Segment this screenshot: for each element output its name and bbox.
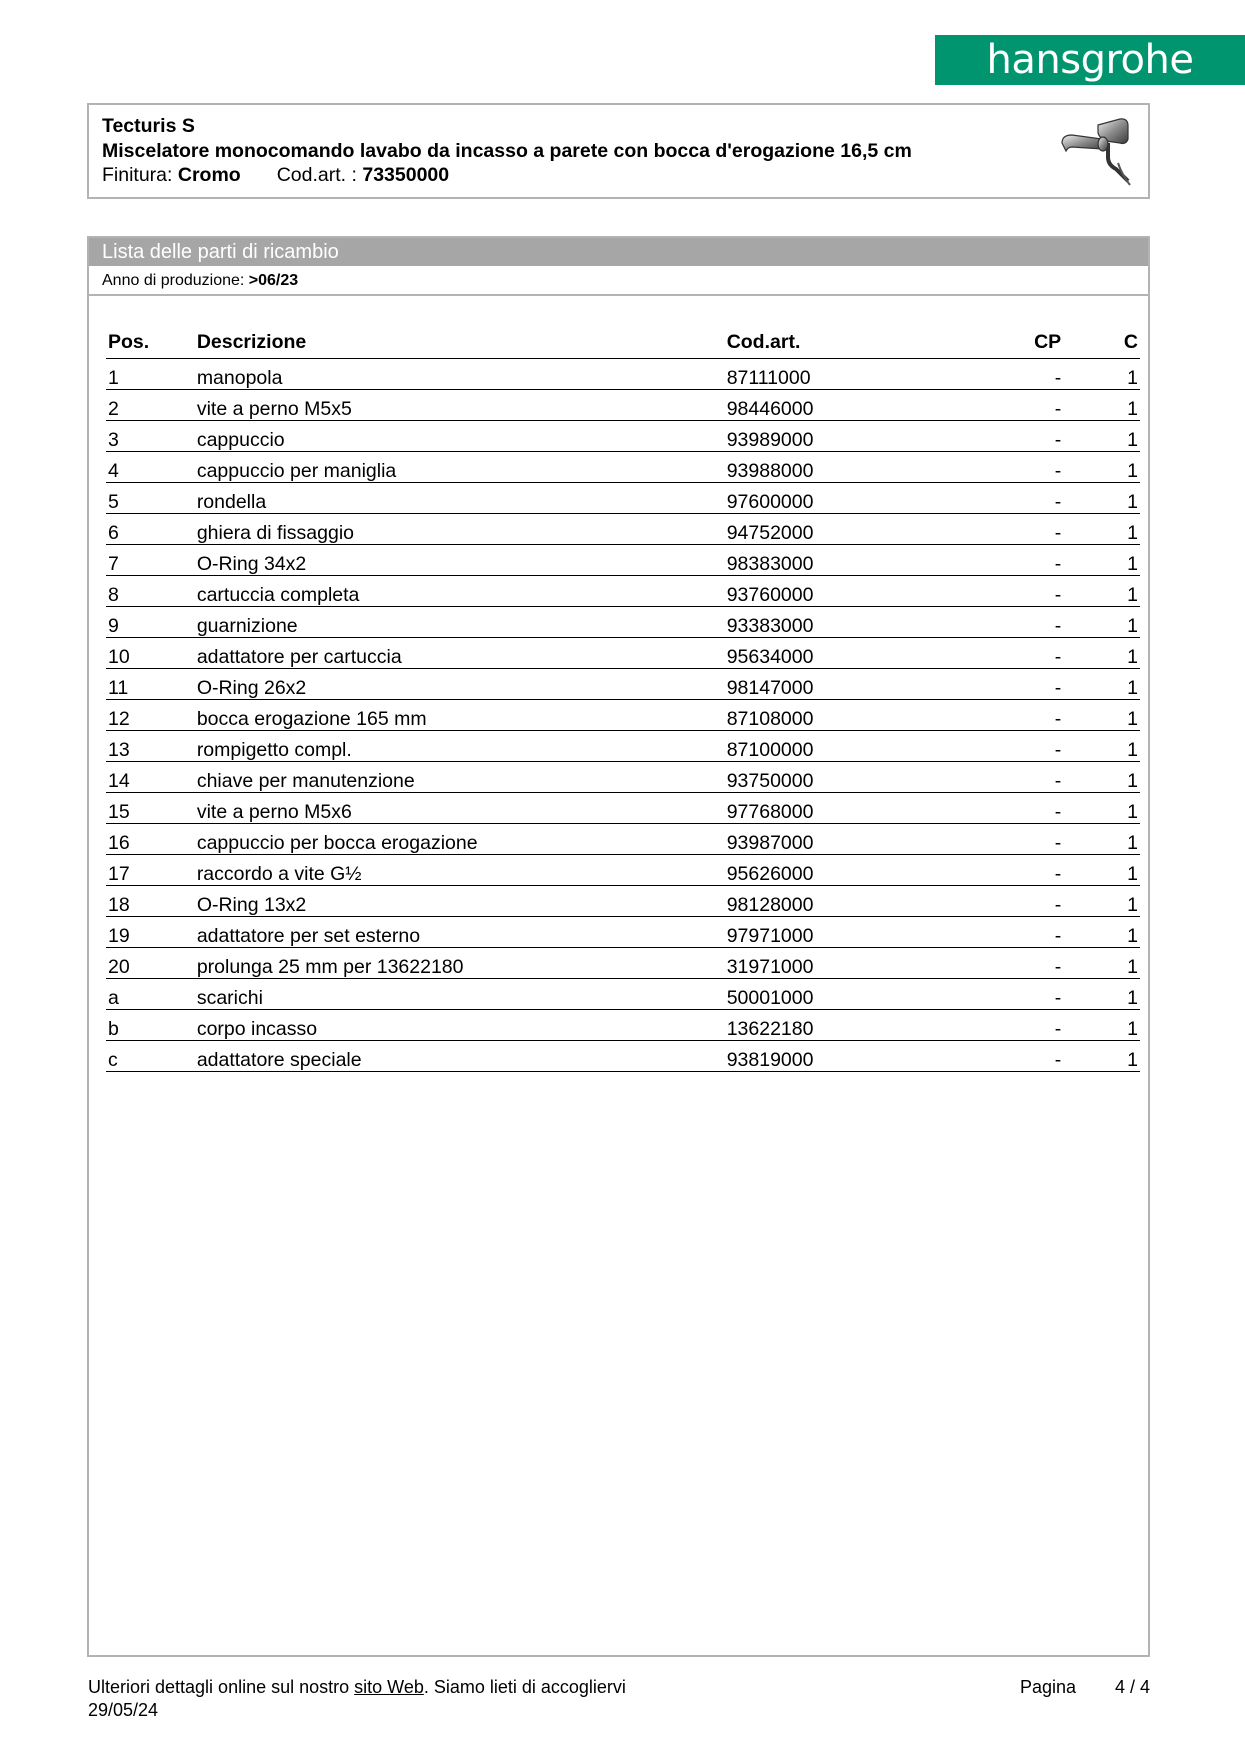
product-name: Tecturis S — [102, 115, 195, 137]
cell-cp: - — [973, 948, 1075, 979]
table-row — [106, 452, 1140, 483]
cell-code: 31971000 — [727, 948, 973, 979]
finish-label: Finitura: — [102, 164, 173, 186]
production-year-label: Anno di produzione: — [102, 272, 245, 289]
cell-desc: cappuccio per bocca erogazione — [197, 824, 727, 855]
cell-cp: - — [973, 824, 1075, 855]
cell-pos: 10 — [106, 638, 197, 669]
cell-cp: - — [973, 514, 1075, 545]
cell-c: 1 — [1075, 638, 1140, 669]
table-row — [106, 824, 1140, 855]
table-row — [106, 855, 1140, 886]
cell-desc: guarnizione — [197, 607, 727, 638]
cell-code: 50001000 — [727, 979, 973, 1010]
table-row — [106, 669, 1140, 700]
cell-pos: 17 — [106, 855, 197, 886]
col-header-desc: Descrizione — [197, 318, 727, 359]
cell-pos: 2 — [106, 390, 197, 421]
table-row — [106, 514, 1140, 545]
table-row — [106, 1041, 1140, 1072]
table-row — [106, 545, 1140, 576]
cell-desc: O-Ring 13x2 — [197, 886, 727, 917]
cell-c: 1 — [1075, 576, 1140, 607]
cell-code: 97600000 — [727, 483, 973, 514]
cell-pos: 18 — [106, 886, 197, 917]
cell-desc: cappuccio per maniglia — [197, 452, 727, 483]
cell-desc: adattatore speciale — [197, 1041, 727, 1072]
spare-parts-table — [106, 318, 1140, 1072]
cell-cp: - — [973, 607, 1075, 638]
cell-code: 98128000 — [727, 886, 973, 917]
cell-cp: - — [973, 576, 1075, 607]
cell-pos: c — [106, 1041, 197, 1072]
production-year — [89, 266, 1148, 296]
cell-c: 1 — [1075, 1010, 1140, 1041]
cell-code: 87111000 — [727, 359, 973, 390]
cell-code: 97768000 — [727, 793, 973, 824]
cell-cp: - — [973, 979, 1075, 1010]
cell-cp: - — [973, 917, 1075, 948]
cell-pos: 11 — [106, 669, 197, 700]
table-row — [106, 359, 1140, 390]
table-row — [106, 793, 1140, 824]
table-row — [106, 421, 1140, 452]
table-row — [106, 731, 1140, 762]
cell-code: 95634000 — [727, 638, 973, 669]
cell-code: 95626000 — [727, 855, 973, 886]
table-row — [106, 607, 1140, 638]
cell-c: 1 — [1075, 793, 1140, 824]
cell-pos: 8 — [106, 576, 197, 607]
cell-cp: - — [973, 886, 1075, 917]
cell-cp: - — [973, 762, 1075, 793]
cell-c: 1 — [1075, 979, 1140, 1010]
table-row — [106, 1010, 1140, 1041]
cell-desc: cappuccio — [197, 421, 727, 452]
table-row — [106, 576, 1140, 607]
cell-cp: - — [973, 545, 1075, 576]
code-label: Cod.art. : — [276, 164, 357, 186]
cell-desc: chiave per manutenzione — [197, 762, 727, 793]
spare-parts-title: Lista delle parti di ricambio — [89, 238, 1148, 266]
cell-desc: ghiera di fissaggio — [197, 514, 727, 545]
cell-pos: 7 — [106, 545, 197, 576]
cell-code: 93987000 — [727, 824, 973, 855]
cell-desc: raccordo a vite G½ — [197, 855, 727, 886]
cell-code: 98147000 — [727, 669, 973, 700]
cell-c: 1 — [1075, 452, 1140, 483]
cell-pos: 9 — [106, 607, 197, 638]
cell-c: 1 — [1075, 855, 1140, 886]
cell-c: 1 — [1075, 948, 1140, 979]
cell-pos: 19 — [106, 917, 197, 948]
table-header-row — [106, 318, 1140, 359]
cell-cp: - — [973, 1010, 1075, 1041]
footer-date: 29/05/24 — [88, 1700, 159, 1720]
cell-pos: 4 — [106, 452, 197, 483]
cell-desc: corpo incasso — [197, 1010, 727, 1041]
cell-code: 98383000 — [727, 545, 973, 576]
col-header-pos: Pos. — [106, 318, 197, 359]
cell-desc: vite a perno M5x6 — [197, 793, 727, 824]
cell-code: 93989000 — [727, 421, 973, 452]
cell-cp: - — [973, 1041, 1075, 1072]
cell-cp: - — [973, 793, 1075, 824]
cell-code: 13622180 — [727, 1010, 973, 1041]
cell-code: 94752000 — [727, 514, 973, 545]
cell-c: 1 — [1075, 545, 1140, 576]
cell-desc: scarichi — [197, 979, 727, 1010]
cell-cp: - — [973, 700, 1075, 731]
cell-c: 1 — [1075, 359, 1140, 390]
cell-c: 1 — [1075, 669, 1140, 700]
cell-code: 93750000 — [727, 762, 973, 793]
col-header-c: C — [1075, 318, 1140, 359]
cell-cp: - — [973, 452, 1075, 483]
cell-code: 93819000 — [727, 1041, 973, 1072]
code-value: 73350000 — [362, 164, 450, 186]
footer-text-after: . Siamo lieti di accogliervi — [423, 1677, 626, 1697]
cell-code: 97971000 — [727, 917, 973, 948]
cell-desc: manopola — [197, 359, 727, 390]
table-row — [106, 638, 1140, 669]
cell-cp: - — [973, 731, 1075, 762]
cell-code: 93760000 — [727, 576, 973, 607]
cell-c: 1 — [1075, 421, 1140, 452]
cell-c: 1 — [1075, 607, 1140, 638]
page-label: Pagina — [1020, 1677, 1077, 1697]
product-meta — [102, 164, 449, 187]
cell-desc: adattatore per cartuccia — [197, 638, 727, 669]
cell-cp: - — [973, 669, 1075, 700]
cell-pos: b — [106, 1010, 197, 1041]
cell-c: 1 — [1075, 483, 1140, 514]
cell-c: 1 — [1075, 762, 1140, 793]
footer-text-before: Ulteriori dettagli online sul nostro — [88, 1677, 355, 1697]
cell-desc: rondella — [197, 483, 727, 514]
cell-pos: 1 — [106, 359, 197, 390]
table-row — [106, 700, 1140, 731]
table-row — [106, 979, 1140, 1010]
cell-pos: 14 — [106, 762, 197, 793]
table-row — [106, 762, 1140, 793]
cell-c: 1 — [1075, 514, 1140, 545]
finish-value: Cromo — [177, 164, 241, 186]
cell-cp: - — [973, 483, 1075, 514]
cell-c: 1 — [1075, 824, 1140, 855]
cell-c: 1 — [1075, 886, 1140, 917]
page-number: 4 / 4 — [1114, 1677, 1150, 1697]
cell-desc: rompigetto compl. — [197, 731, 727, 762]
cell-cp: - — [973, 638, 1075, 669]
cell-cp: - — [973, 421, 1075, 452]
table-body — [106, 359, 1140, 1072]
cell-pos: 12 — [106, 700, 197, 731]
cell-pos: 3 — [106, 421, 197, 452]
cell-desc: O-Ring 26x2 — [197, 669, 727, 700]
cell-code: 93383000 — [727, 607, 973, 638]
cell-code: 87100000 — [727, 731, 973, 762]
cell-code: 98446000 — [727, 390, 973, 421]
cell-c: 1 — [1075, 1041, 1140, 1072]
cell-c: 1 — [1075, 390, 1140, 421]
table-row — [106, 886, 1140, 917]
col-header-code: Cod.art. — [727, 318, 973, 359]
cell-desc: O-Ring 34x2 — [197, 545, 727, 576]
cell-pos: 15 — [106, 793, 197, 824]
cell-cp: - — [973, 855, 1075, 886]
production-year-value: >06/23 — [248, 272, 299, 289]
table-row — [106, 917, 1140, 948]
cell-desc: vite a perno M5x5 — [197, 390, 727, 421]
cell-desc: bocca erogazione 165 mm — [197, 700, 727, 731]
cell-cp: - — [973, 359, 1075, 390]
cell-pos: 16 — [106, 824, 197, 855]
product-header — [87, 103, 1150, 199]
cell-c: 1 — [1075, 731, 1140, 762]
footer-note — [88, 1677, 626, 1698]
cell-desc: adattatore per set esterno — [197, 917, 727, 948]
cell-pos: a — [106, 979, 197, 1010]
hansgrohe-logo: hansgrohe — [935, 35, 1245, 85]
cell-pos: 6 — [106, 514, 197, 545]
cell-code: 87108000 — [727, 700, 973, 731]
cell-cp: - — [973, 390, 1075, 421]
website-link[interactable]: sito Web — [354, 1677, 424, 1697]
table-row — [106, 390, 1140, 421]
cell-c: 1 — [1075, 700, 1140, 731]
table-row — [106, 948, 1140, 979]
cell-pos: 5 — [106, 483, 197, 514]
faucet-icon — [1058, 117, 1134, 189]
table-row — [106, 483, 1140, 514]
product-description: Miscelatore monocomando lavabo da incasso a parete con bocca d'erogazione 16,5 cm — [102, 140, 912, 162]
cell-desc: cartuccia completa — [197, 576, 727, 607]
cell-pos: 13 — [106, 731, 197, 762]
col-header-cp: CP — [973, 318, 1075, 359]
cell-pos: 20 — [106, 948, 197, 979]
cell-desc: prolunga 25 mm per 13622180 — [197, 948, 727, 979]
cell-code: 93988000 — [727, 452, 973, 483]
cell-c: 1 — [1075, 917, 1140, 948]
